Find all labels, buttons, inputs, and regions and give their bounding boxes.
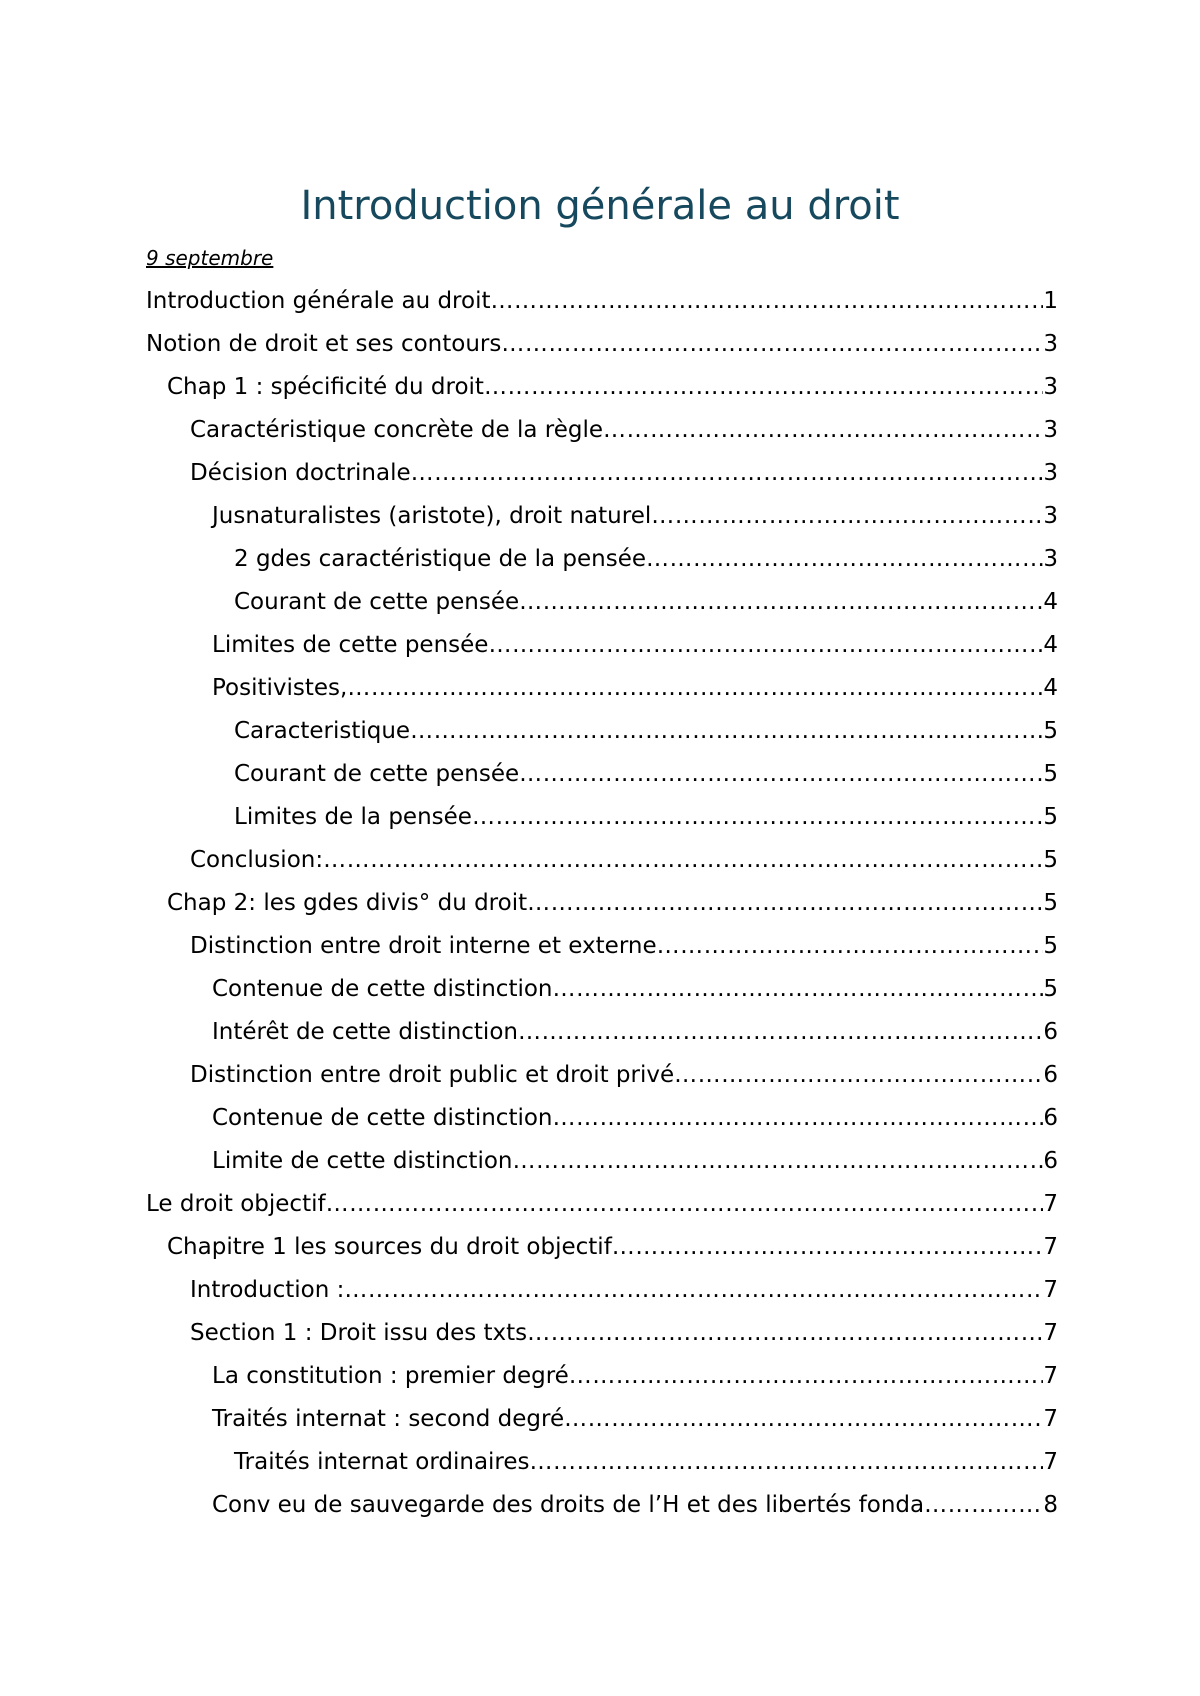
document-date: 9 septembre bbox=[146, 246, 274, 270]
toc-entry-page-number: 5 bbox=[1043, 761, 1058, 787]
toc-entry[interactable] bbox=[146, 1097, 1058, 1140]
toc-entry-page-number: 7 bbox=[1043, 1320, 1058, 1346]
toc-entry-page-number: 7 bbox=[1043, 1191, 1058, 1217]
toc-entry-page-number: 8 bbox=[1043, 1492, 1058, 1518]
toc-dot-leader bbox=[527, 1312, 1043, 1355]
toc-entry[interactable] bbox=[146, 452, 1058, 495]
toc-entry-label: Section 1 : Droit issu des txts bbox=[190, 1320, 528, 1346]
toc-entry-label: Limites de cette pensée bbox=[212, 632, 489, 658]
toc-dot-leader bbox=[519, 753, 1043, 796]
toc-entry-page-number: 4 bbox=[1043, 675, 1058, 701]
toc-entry-label: Conclusion: bbox=[190, 847, 324, 873]
toc-entry-page-number: 7 bbox=[1043, 1234, 1058, 1260]
toc-entry-page-number: 3 bbox=[1043, 503, 1058, 529]
toc-entry-page-number: 7 bbox=[1043, 1406, 1058, 1432]
toc-dot-leader bbox=[553, 968, 1044, 1011]
toc-dot-leader bbox=[410, 710, 1043, 753]
toc-entry-page-number: 6 bbox=[1043, 1019, 1058, 1045]
toc-dot-leader bbox=[530, 1441, 1044, 1484]
toc-entry-label: Caracteristique bbox=[234, 718, 411, 744]
toc-entry-page-number: 5 bbox=[1043, 933, 1058, 959]
toc-entry-label: 2 gdes caractéristique de la pensée bbox=[234, 546, 647, 572]
toc-dot-leader bbox=[411, 452, 1044, 495]
toc-entry-page-number: 6 bbox=[1043, 1062, 1058, 1088]
toc-entry-page-number: 5 bbox=[1043, 804, 1058, 830]
toc-entry-label: Le droit objectif bbox=[146, 1191, 326, 1217]
toc-entry-label: Courant de cette pensée bbox=[234, 589, 520, 615]
toc-entry-page-number: 5 bbox=[1043, 847, 1058, 873]
toc-entry-page-number: 3 bbox=[1043, 460, 1058, 486]
toc-entry[interactable] bbox=[146, 1011, 1058, 1054]
toc-entry[interactable] bbox=[146, 925, 1058, 968]
document-title: Introduction générale au droit bbox=[300, 183, 900, 229]
toc-entry-label: La constitution : premier degré bbox=[212, 1363, 569, 1389]
toc-dot-leader bbox=[488, 624, 1043, 667]
toc-dot-leader bbox=[323, 839, 1043, 882]
toc-entry-page-number: 7 bbox=[1043, 1449, 1058, 1475]
toc-entry-page-number: 6 bbox=[1043, 1105, 1058, 1131]
toc-dot-leader bbox=[490, 280, 1043, 323]
table-of-contents bbox=[146, 280, 1058, 1527]
toc-dot-leader bbox=[501, 323, 1043, 366]
toc-entry-label: Chap 2: les gdes divis° du droit bbox=[167, 890, 528, 916]
toc-entry-page-number: 5 bbox=[1043, 890, 1058, 916]
toc-dot-leader bbox=[674, 1054, 1043, 1097]
toc-entry[interactable] bbox=[146, 624, 1058, 667]
toc-entry-page-number: 3 bbox=[1043, 374, 1058, 400]
toc-dot-leader bbox=[518, 1011, 1043, 1054]
toc-dot-leader bbox=[569, 1355, 1044, 1398]
toc-entry-label: Limite de cette distinction bbox=[212, 1148, 513, 1174]
toc-entry-page-number: 5 bbox=[1043, 976, 1058, 1002]
toc-entry-page-number: 3 bbox=[1043, 417, 1058, 443]
toc-entry-label: Limites de la pensée bbox=[234, 804, 472, 830]
toc-entry[interactable] bbox=[146, 1312, 1058, 1355]
toc-entry-page-number: 7 bbox=[1043, 1363, 1058, 1389]
toc-dot-leader bbox=[519, 581, 1043, 624]
toc-entry[interactable] bbox=[146, 1226, 1058, 1269]
toc-entry[interactable] bbox=[146, 839, 1058, 882]
toc-dot-leader bbox=[564, 1398, 1043, 1441]
toc-dot-leader bbox=[347, 667, 1043, 710]
toc-entry-label: Intérêt de cette distinction bbox=[212, 1019, 518, 1045]
toc-entry[interactable] bbox=[146, 1054, 1058, 1097]
toc-dot-leader bbox=[472, 796, 1043, 839]
toc-entry[interactable] bbox=[146, 495, 1058, 538]
toc-dot-leader bbox=[553, 1097, 1044, 1140]
toc-dot-leader bbox=[612, 1226, 1044, 1269]
toc-dot-leader bbox=[646, 538, 1043, 581]
toc-entry-label: Chapitre 1 les sources du droit objectif bbox=[167, 1234, 612, 1260]
toc-entry-page-number: 3 bbox=[1043, 331, 1058, 357]
toc-entry[interactable] bbox=[146, 323, 1058, 366]
toc-dot-leader bbox=[603, 409, 1043, 452]
toc-entry[interactable] bbox=[146, 538, 1058, 581]
toc-entry-label: Introduction générale au droit bbox=[146, 288, 491, 314]
toc-entry-label: Contenue de cette distinction bbox=[212, 1105, 553, 1131]
toc-dot-leader bbox=[513, 1140, 1044, 1183]
toc-entry-label: Distinction entre droit public et droit privé bbox=[190, 1062, 675, 1088]
toc-entry-label: Décision doctrinale bbox=[190, 460, 411, 486]
toc-entry-label: Traités internat : second degré bbox=[212, 1406, 565, 1432]
toc-dot-leader bbox=[484, 366, 1043, 409]
toc-entry[interactable] bbox=[146, 968, 1058, 1011]
toc-entry[interactable] bbox=[146, 1269, 1058, 1312]
toc-entry-label: Caractéristique concrète de la règle bbox=[190, 417, 604, 443]
toc-entry-page-number: 1 bbox=[1043, 288, 1058, 314]
toc-entry[interactable] bbox=[146, 710, 1058, 753]
toc-entry[interactable] bbox=[146, 882, 1058, 925]
toc-entry-label: Positivistes, bbox=[212, 675, 348, 701]
toc-entry-page-number: 3 bbox=[1043, 546, 1058, 572]
toc-entry[interactable] bbox=[146, 366, 1058, 409]
toc-entry-label: Contenue de cette distinction bbox=[212, 976, 553, 1002]
toc-entry[interactable] bbox=[146, 1441, 1058, 1484]
toc-entry-page-number: 7 bbox=[1043, 1277, 1058, 1303]
toc-entry-label: Jusnaturalistes (aristote), droit naturel bbox=[212, 503, 652, 529]
toc-entry[interactable] bbox=[146, 667, 1058, 710]
toc-entry[interactable] bbox=[146, 1183, 1058, 1226]
toc-entry-label: Introduction : bbox=[190, 1277, 345, 1303]
toc-entry[interactable] bbox=[146, 409, 1058, 452]
toc-entry-label: Notion de droit et ses contours bbox=[146, 331, 502, 357]
toc-entry[interactable] bbox=[146, 1484, 1058, 1527]
toc-entry-page-number: 4 bbox=[1043, 632, 1058, 658]
toc-dot-leader bbox=[657, 925, 1044, 968]
toc-entry-label: Chap 1 : spécificité du droit bbox=[167, 374, 484, 400]
toc-dot-leader bbox=[924, 1484, 1043, 1527]
toc-dot-leader bbox=[651, 495, 1043, 538]
toc-entry[interactable] bbox=[146, 1355, 1058, 1398]
toc-dot-leader bbox=[344, 1269, 1043, 1312]
toc-entry-page-number: 6 bbox=[1043, 1148, 1058, 1174]
toc-entry[interactable] bbox=[146, 796, 1058, 839]
toc-dot-leader bbox=[326, 1183, 1044, 1226]
toc-entry-label: Conv eu de sauvegarde des droits de l’H et des libertés fonda bbox=[212, 1492, 925, 1518]
toc-dot-leader bbox=[527, 882, 1043, 925]
toc-entry-label: Distinction entre droit interne et externe bbox=[190, 933, 657, 959]
toc-entry[interactable] bbox=[146, 1140, 1058, 1183]
toc-entry-page-number: 4 bbox=[1043, 589, 1058, 615]
toc-entry-label: Courant de cette pensée bbox=[234, 761, 520, 787]
toc-entry[interactable] bbox=[146, 753, 1058, 796]
toc-entry[interactable] bbox=[146, 581, 1058, 624]
toc-entry[interactable] bbox=[146, 1398, 1058, 1441]
toc-entry-page-number: 5 bbox=[1043, 718, 1058, 744]
toc-entry[interactable] bbox=[146, 280, 1058, 323]
toc-entry-label: Traités internat ordinaires bbox=[234, 1449, 530, 1475]
